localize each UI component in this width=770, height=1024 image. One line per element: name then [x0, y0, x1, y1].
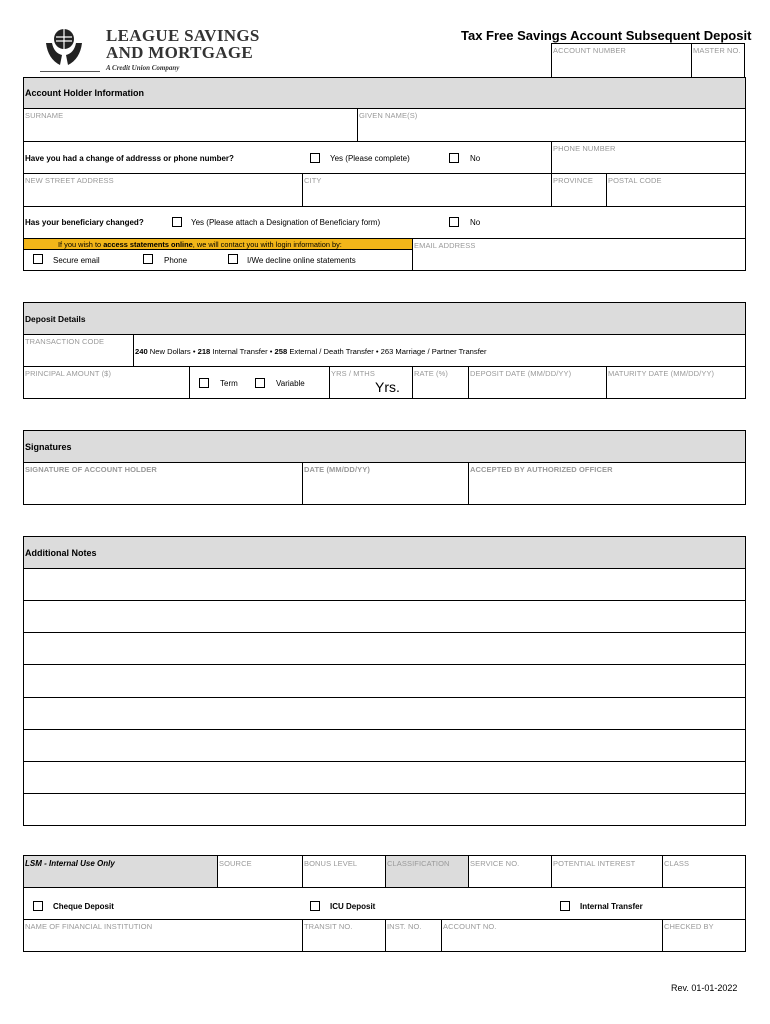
- potential-interest-label: POTENTIAL INTEREST: [553, 859, 636, 868]
- phone-option-label: Phone: [164, 256, 188, 265]
- change-address-question: Have you had a change of addresss or phone number?: [25, 154, 234, 163]
- hands-globe-logo-icon: [44, 25, 84, 69]
- signature-date-label: DATE (MM/DD/YY): [304, 465, 370, 474]
- street-address-label: NEW STREET ADDRESS: [25, 176, 114, 185]
- cheque-deposit-checkbox[interactable]: [33, 901, 43, 911]
- additional-notes-title: Additional Notes: [25, 548, 97, 558]
- yrs-mths-label: YRS / MTHS: [331, 369, 375, 378]
- decline-online-checkbox[interactable]: [228, 254, 238, 264]
- internal-transfer-checkbox[interactable]: [560, 901, 570, 911]
- icu-deposit-checkbox[interactable]: [310, 901, 320, 911]
- checked-by-label: CHECKED BY: [664, 922, 714, 931]
- signatures-header: [23, 430, 746, 463]
- master-no-label: MASTER NO.: [693, 46, 741, 55]
- form-title: Tax Free Savings Account Subsequent Deposit: [461, 28, 752, 43]
- decline-online-label: I/We decline online statements: [247, 256, 356, 265]
- variable-label: Variable: [276, 379, 305, 388]
- notes-line-3: [23, 664, 746, 665]
- given-names-label: GIVEN NAME(S): [359, 111, 418, 120]
- beneficiary-yes-label: Yes (Please attach a Designation of Beneficiary form): [191, 218, 381, 227]
- notes-line-4: [23, 697, 746, 698]
- postal-code-label: POSTAL CODE: [608, 176, 662, 185]
- account-holder-signature-label: SIGNATURE OF ACCOUNT HOLDER: [25, 465, 157, 474]
- surname-field[interactable]: [23, 108, 358, 142]
- term-label: Term: [220, 379, 238, 388]
- notes-line-1: [23, 600, 746, 601]
- bonus-level-label: BONUS LEVEL: [304, 859, 358, 868]
- inst-no-label: INST. NO.: [387, 922, 422, 931]
- notes-line-6: [23, 761, 746, 762]
- change-no-label: No: [470, 154, 481, 163]
- deposit-date-label: DEPOSIT DATE (MM/DD/YY): [470, 369, 572, 378]
- cheque-deposit-label: Cheque Deposit: [53, 902, 114, 911]
- service-no-label: SERVICE NO.: [470, 859, 520, 868]
- province-label: PROVINCE: [553, 176, 593, 185]
- account-holder-title: Account Holder Information: [25, 88, 144, 98]
- principal-amount-label: PRINCIPAL AMOUNT ($): [25, 369, 112, 378]
- change-no-checkbox[interactable]: [449, 153, 459, 163]
- online-statements-note: If you wish to access statements online, we will contact you with login information by:: [58, 240, 342, 249]
- phone-option-checkbox[interactable]: [143, 254, 153, 264]
- source-label: SOURCE: [219, 859, 252, 868]
- city-field[interactable]: [302, 173, 552, 207]
- logo-line-2: AND MORTGAGE: [106, 43, 254, 62]
- class-label: CLASS: [664, 859, 690, 868]
- beneficiary-question: Has your beneficiary changed?: [25, 218, 144, 227]
- term-checkbox[interactable]: [199, 378, 209, 388]
- beneficiary-no-checkbox[interactable]: [449, 217, 459, 227]
- internal-use-title: LSM - Internal Use Only: [25, 859, 115, 868]
- transaction-code-label: TRANSACTION CODE: [25, 337, 105, 346]
- revision-date: Rev. 01-01-2022: [671, 983, 738, 993]
- deposit-details-header: [23, 302, 746, 335]
- secure-email-checkbox[interactable]: [33, 254, 43, 264]
- variable-checkbox[interactable]: [255, 378, 265, 388]
- logo-line-1: LEAGUE SAVINGS: [106, 26, 260, 45]
- city-label: CITY: [304, 176, 322, 185]
- icu-deposit-label: ICU Deposit: [330, 902, 376, 911]
- beneficiary-yes-checkbox[interactable]: [172, 217, 182, 227]
- logo-tagline: A Credit Union Company: [106, 64, 180, 72]
- notes-line-5: [23, 729, 746, 730]
- additional-notes-header: [23, 536, 746, 569]
- change-yes-label: Yes (Please complete): [330, 154, 410, 163]
- transaction-code-divider: [133, 334, 134, 367]
- secure-email-label: Secure email: [53, 256, 100, 265]
- internal-transfer-label: Internal Transfer: [580, 902, 643, 911]
- signatures-title: Signatures: [25, 442, 72, 452]
- institution-name-label: NAME OF FINANCIAL INSTITUTION: [25, 922, 153, 931]
- maturity-date-label: MATURITY DATE (MM/DD/YY): [608, 369, 715, 378]
- yrs-value: Yrs.: [375, 379, 400, 395]
- deposit-details-title: Deposit Details: [25, 314, 86, 324]
- account-no-label: ACCOUNT NO.: [443, 922, 497, 931]
- rate-label: RATE (%): [414, 369, 448, 378]
- notes-line-2: [23, 632, 746, 633]
- surname-label: SURNAME: [25, 111, 64, 120]
- email-address-label: EMAIL ADDRESS: [414, 241, 476, 250]
- transaction-codes-list: 240 New Dollars • 218 Internal Transfer • 258 External / Death Transfer • 263 Marriage / Partner Transfer: [135, 347, 487, 356]
- change-yes-checkbox[interactable]: [310, 153, 320, 163]
- transit-no-label: TRANSIT NO.: [304, 922, 353, 931]
- account-number-label: ACCOUNT NUMBER: [553, 46, 626, 55]
- notes-line-7: [23, 793, 746, 794]
- classification-label: CLASSIFICATION: [387, 859, 450, 868]
- authorized-officer-label: ACCEPTED BY AUTHORIZED OFFICER: [470, 465, 613, 474]
- phone-number-label: PHONE NUMBER: [553, 144, 616, 153]
- beneficiary-no-label: No: [470, 218, 481, 227]
